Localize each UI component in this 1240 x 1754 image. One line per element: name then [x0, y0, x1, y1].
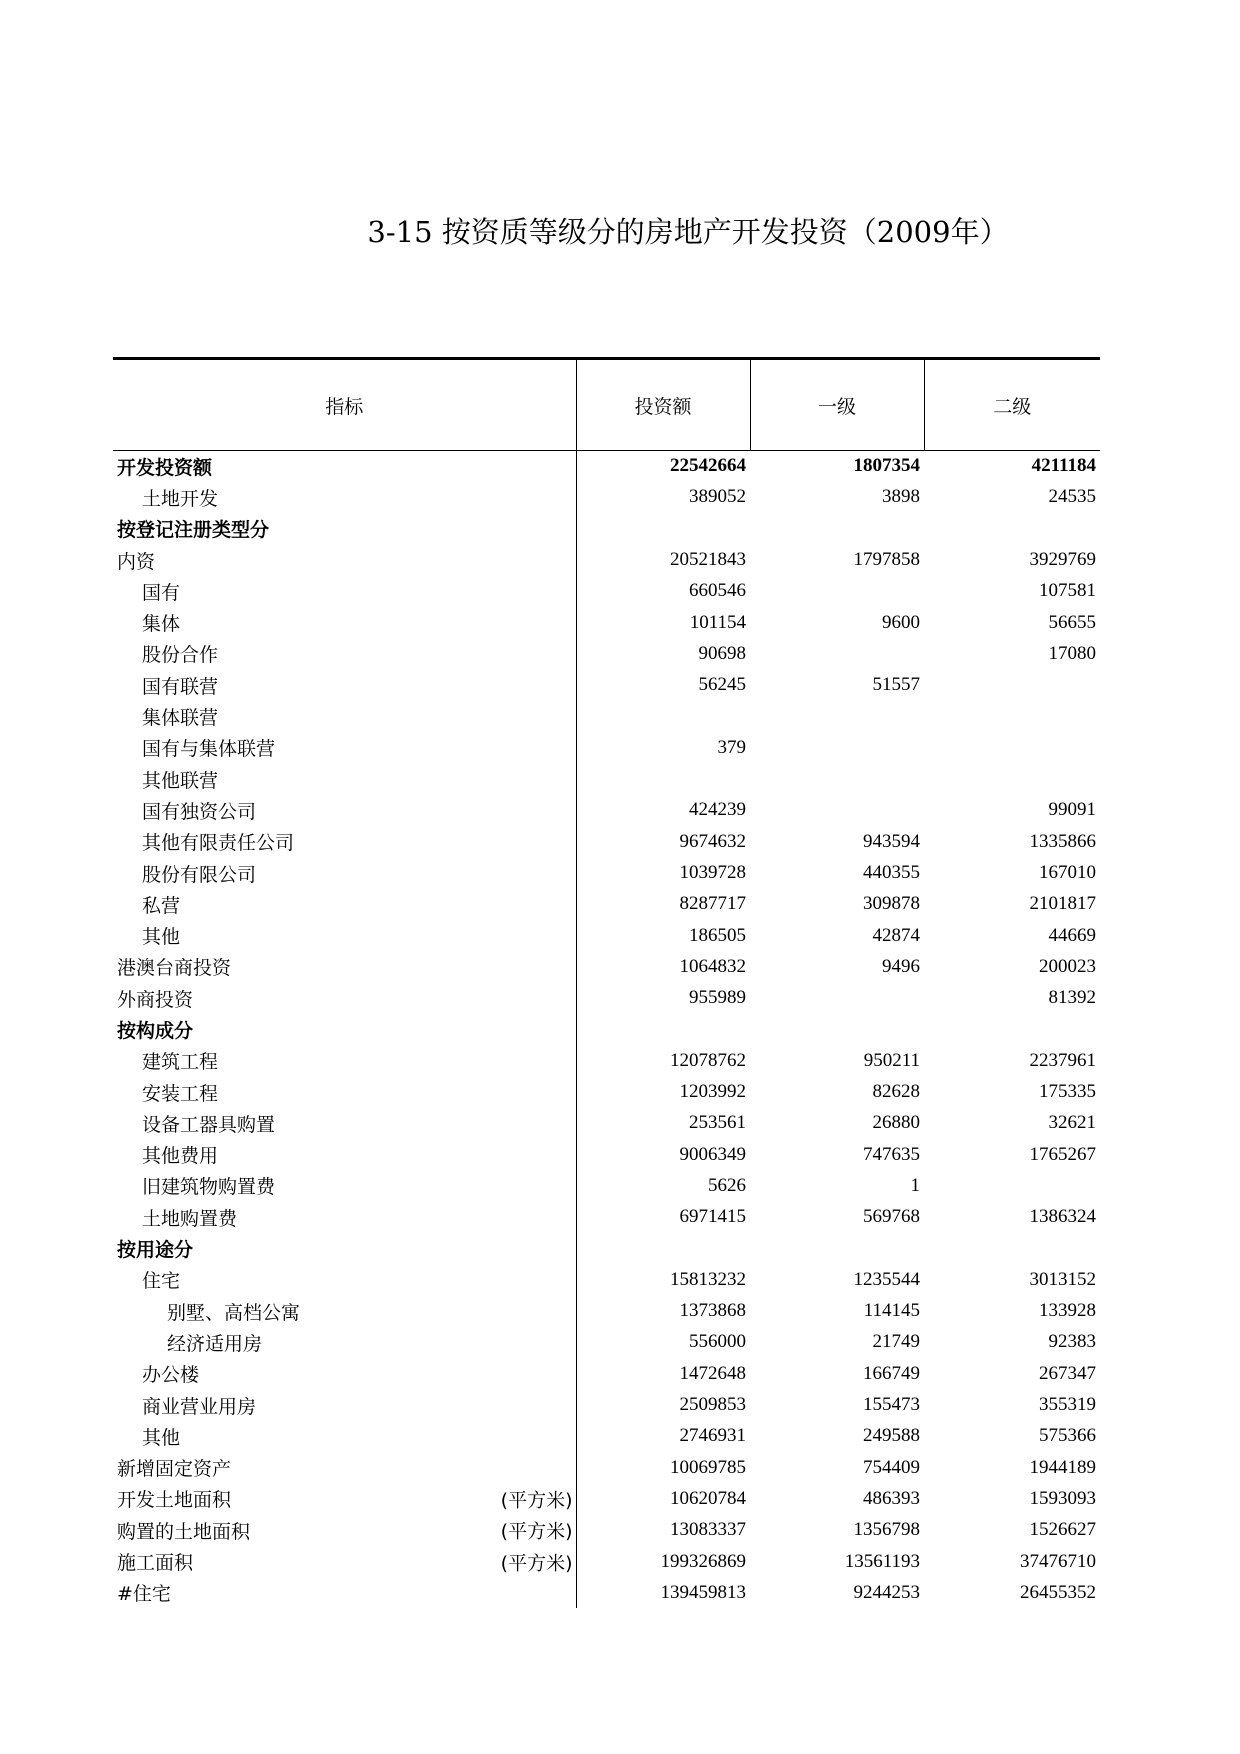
indicator-cell — [113, 1076, 576, 1107]
table-header-row — [113, 359, 1100, 451]
table-row — [113, 1076, 1100, 1107]
indicator-label: 安装工程 — [142, 1082, 219, 1105]
table-row — [113, 732, 1100, 763]
level2-value: 2237961 — [1029, 1049, 1096, 1071]
level2-value — [924, 1233, 1100, 1264]
investment-value: 56245 — [698, 674, 746, 696]
investment-value — [576, 1233, 750, 1264]
indicator-label: 外商投资 — [117, 988, 194, 1011]
table-row — [113, 544, 1100, 575]
level2-value: 4211184 — [1031, 455, 1096, 477]
investment-value: 22542664 — [670, 455, 746, 477]
investment-value: 424239 — [689, 799, 746, 821]
table-row — [113, 451, 1100, 482]
level2-value: 3013152 — [1029, 1268, 1096, 1290]
indicator-cell — [113, 1014, 576, 1045]
level1-value: 3898 — [882, 486, 920, 508]
table-row — [113, 920, 1100, 951]
table-row — [113, 795, 1100, 826]
header-indicator: 指标 — [113, 359, 576, 451]
level1-value — [750, 795, 924, 826]
level1-value: 166749 — [863, 1362, 920, 1384]
table-row — [113, 1515, 1100, 1546]
investment-value: 10620784 — [670, 1487, 746, 1509]
indicator-label: 旧建筑物购置费 — [142, 1176, 276, 1199]
table-row — [113, 1546, 1100, 1577]
level1-value: 1807354 — [853, 455, 920, 477]
investment-value: 8287717 — [679, 893, 746, 915]
level2-value — [924, 701, 1100, 732]
indicator-label: 按用途分 — [117, 1239, 194, 1262]
indicator-cell — [113, 951, 576, 982]
level1-value — [750, 983, 924, 1014]
investment-value: 9006349 — [679, 1143, 746, 1165]
investment-value — [576, 763, 750, 794]
table-row — [113, 1421, 1100, 1452]
investment-value: 2746931 — [679, 1425, 746, 1447]
table-body — [113, 451, 1100, 1609]
level1-value: 13561193 — [844, 1550, 920, 1572]
investment-value: 955989 — [689, 987, 746, 1009]
level1-value: 26880 — [872, 1112, 920, 1134]
indicator-label: 其他有限责任公司 — [142, 832, 295, 855]
indicator-cell — [113, 1264, 576, 1295]
table-row — [113, 1233, 1100, 1264]
level2-value: 56655 — [1048, 611, 1096, 633]
level1-value: 1797858 — [853, 549, 920, 571]
investment-value: 2509853 — [679, 1394, 746, 1416]
level2-value: 175335 — [1039, 1081, 1096, 1103]
indicator-cell — [113, 1170, 576, 1201]
table-row — [113, 701, 1100, 732]
indicator-cell — [113, 1577, 576, 1608]
indicator-cell — [113, 451, 576, 482]
indicator-cell — [113, 1483, 576, 1514]
level2-value: 133928 — [1039, 1300, 1096, 1322]
indicator-cell — [113, 576, 576, 607]
indicator-cell — [113, 983, 576, 1014]
level2-value: 32621 — [1048, 1112, 1096, 1134]
investment-table — [113, 357, 1100, 1608]
level2-value: 99091 — [1048, 799, 1096, 821]
indicator-label: 国有与集体联营 — [142, 738, 276, 761]
investment-value: 556000 — [689, 1331, 746, 1353]
table-row — [113, 1358, 1100, 1389]
level2-value: 267347 — [1039, 1362, 1096, 1384]
indicator-label: 建筑工程 — [142, 1051, 219, 1074]
level1-value: 1 — [910, 1174, 920, 1196]
investment-value: 253561 — [689, 1112, 746, 1134]
investment-value — [576, 1014, 750, 1045]
indicator-cell — [113, 1139, 576, 1170]
level2-value: 355319 — [1039, 1394, 1096, 1416]
indicator-cell — [113, 1452, 576, 1483]
investment-value: 1373868 — [679, 1300, 746, 1322]
table-row — [113, 1045, 1100, 1076]
indicator-cell — [113, 795, 576, 826]
indicator-label: 土地购置费 — [142, 1207, 238, 1230]
level2-value: 200023 — [1039, 955, 1096, 977]
indicator-label: 购置的土地面积 — [117, 1520, 251, 1543]
indicator-label: 办公楼 — [142, 1364, 200, 1387]
level1-value — [750, 701, 924, 732]
table-row — [113, 1108, 1100, 1139]
investment-value: 90698 — [698, 642, 746, 664]
level2-value: 37476710 — [1020, 1550, 1096, 1572]
level1-value: 1235544 — [853, 1268, 920, 1290]
level2-value: 81392 — [1048, 987, 1096, 1009]
indicator-cell — [113, 1327, 576, 1358]
indicator-label: 按登记注册类型分 — [117, 519, 270, 542]
level1-value — [750, 1233, 924, 1264]
table-row — [113, 951, 1100, 982]
header-investment: 投资额 — [576, 359, 750, 451]
investment-value: 1472648 — [679, 1362, 746, 1384]
indicator-cell — [113, 763, 576, 794]
indicator-cell — [113, 1045, 576, 1076]
level1-value: 747635 — [863, 1143, 920, 1165]
level1-value: 9496 — [882, 955, 920, 977]
indicator-cell — [113, 1108, 576, 1139]
header-level1: 一级 — [750, 359, 924, 451]
indicator-cell — [113, 482, 576, 513]
investment-value: 13083337 — [670, 1519, 746, 1541]
table-row — [113, 1139, 1100, 1170]
investment-value: 1203992 — [679, 1081, 746, 1103]
indicator-cell — [113, 1546, 576, 1577]
indicator-label: 股份合作 — [142, 644, 219, 667]
unit-label: (平方米) — [500, 1489, 573, 1512]
indicator-label: 经济适用房 — [167, 1332, 263, 1355]
table-row — [113, 1014, 1100, 1045]
table-row — [113, 1389, 1100, 1420]
level1-value: 309878 — [863, 893, 920, 915]
table-row — [113, 1327, 1100, 1358]
indicator-cell — [113, 513, 576, 544]
level1-value: 440355 — [863, 862, 920, 883]
level2-value: 2101817 — [1029, 893, 1096, 915]
table-row — [113, 482, 1100, 513]
indicator-label: 开发土地面积 — [117, 1489, 232, 1512]
table-row — [113, 1296, 1100, 1327]
indicator-cell — [113, 889, 576, 920]
page-title-text: 3-15 按资质等级分的房地产开发投资（2009年） — [367, 215, 1009, 249]
indicator-label: 其他费用 — [142, 1145, 219, 1168]
indicator-label: 内资 — [117, 550, 156, 573]
indicator-label: 其他 — [142, 926, 181, 949]
indicator-label: 国有独资公司 — [142, 800, 257, 823]
level1-value: 249588 — [863, 1425, 920, 1447]
indicator-cell — [113, 638, 576, 669]
level1-value: 950211 — [863, 1049, 920, 1071]
indicator-cell — [113, 1421, 576, 1452]
level2-value: 1593093 — [1029, 1487, 1096, 1509]
indicator-cell — [113, 1515, 576, 1546]
indicator-label: 集体联营 — [142, 707, 219, 730]
indicator-label: 国有联营 — [142, 675, 219, 698]
indicator-label: 施工面积 — [117, 1552, 194, 1575]
indicator-cell — [113, 1389, 576, 1420]
investment-value: 186505 — [689, 924, 746, 946]
table-row — [113, 889, 1100, 920]
table-row — [113, 607, 1100, 638]
level1-value — [750, 576, 924, 607]
table-row — [113, 826, 1100, 857]
table-row — [113, 1483, 1100, 1514]
investment-value — [576, 513, 750, 544]
level2-value: 1386324 — [1029, 1206, 1096, 1228]
table-row — [113, 1264, 1100, 1295]
investment-value: 199326869 — [660, 1550, 746, 1572]
indicator-label: 股份有限公司 — [142, 863, 257, 886]
level2-value — [924, 513, 1100, 544]
table-row — [113, 670, 1100, 701]
investment-value: 9674632 — [679, 830, 746, 852]
level1-value: 42874 — [872, 924, 920, 946]
indicator-cell — [113, 670, 576, 701]
level1-value — [750, 763, 924, 794]
indicator-cell — [113, 920, 576, 951]
investment-value: 12078762 — [670, 1049, 746, 1071]
table-row — [113, 1202, 1100, 1233]
indicator-label: 别墅、高档公寓 — [167, 1301, 301, 1324]
level2-value: 26455352 — [1020, 1581, 1096, 1603]
investment-value: 660546 — [689, 580, 746, 602]
level1-value: 569768 — [863, 1206, 920, 1228]
indicator-label: 开发投资额 — [117, 456, 213, 479]
level2-value: 107581 — [1039, 580, 1096, 602]
level1-value: 754409 — [863, 1456, 920, 1478]
indicator-cell — [113, 857, 576, 888]
level1-value — [750, 513, 924, 544]
investment-value: 1064832 — [679, 955, 746, 977]
indicator-label: 集体 — [142, 613, 181, 636]
investment-value: 101154 — [689, 611, 746, 633]
indicator-label: 住宅 — [142, 1270, 181, 1293]
level2-value: 167010 — [1039, 862, 1096, 883]
table-row — [113, 638, 1100, 669]
investment-value: 379 — [717, 736, 746, 758]
level1-value: 1356798 — [853, 1519, 920, 1541]
page-title — [0, 210, 1240, 251]
level1-value: 114145 — [863, 1300, 920, 1322]
investment-value: 6971415 — [679, 1206, 746, 1228]
table-row — [113, 576, 1100, 607]
level2-value — [924, 1014, 1100, 1045]
level1-value: 21749 — [872, 1331, 920, 1353]
level1-value — [750, 1014, 924, 1045]
level2-value — [924, 763, 1100, 794]
table-row — [113, 513, 1100, 544]
indicator-cell — [113, 1358, 576, 1389]
table-row — [113, 1577, 1100, 1608]
indicator-cell — [113, 544, 576, 575]
table-row — [113, 983, 1100, 1014]
investment-value: 389052 — [689, 486, 746, 508]
level1-value: 9600 — [882, 611, 920, 633]
level2-value: 1526627 — [1029, 1519, 1096, 1541]
indicator-label: 国有 — [142, 581, 181, 604]
level2-value: 24535 — [1048, 486, 1096, 508]
indicator-cell — [113, 701, 576, 732]
table-row — [113, 857, 1100, 888]
header-level2: 二级 — [924, 359, 1100, 451]
level1-value — [750, 732, 924, 763]
unit-label: (平方米) — [500, 1520, 573, 1543]
level2-value: 1944189 — [1029, 1456, 1096, 1478]
investment-value: 5626 — [708, 1174, 746, 1196]
indicator-label: 其他联营 — [142, 769, 219, 792]
level1-value: 486393 — [863, 1487, 920, 1509]
indicator-label: 私营 — [142, 894, 181, 917]
level2-value — [924, 732, 1100, 763]
level2-value: 1765267 — [1029, 1143, 1096, 1165]
investment-value — [576, 701, 750, 732]
indicator-label: 港澳台商投资 — [117, 957, 232, 980]
level1-value: 155473 — [863, 1394, 920, 1416]
level2-value: 575366 — [1039, 1425, 1096, 1447]
investment-value: 15813232 — [670, 1268, 746, 1290]
level1-value — [750, 638, 924, 669]
level2-value: 92383 — [1048, 1331, 1096, 1353]
level2-value: 17080 — [1048, 642, 1096, 664]
indicator-cell — [113, 826, 576, 857]
unit-label: (平方米) — [500, 1552, 573, 1575]
level1-value: 82628 — [872, 1081, 920, 1103]
level2-value: 44669 — [1048, 924, 1096, 946]
indicator-cell — [113, 1202, 576, 1233]
indicator-cell — [113, 1233, 576, 1264]
indicator-label: 按构成分 — [117, 1019, 194, 1042]
indicator-cell — [113, 1296, 576, 1327]
indicator-label: #住宅 — [117, 1583, 171, 1606]
level2-value: 3929769 — [1029, 549, 1096, 571]
level2-value — [924, 670, 1100, 701]
indicator-label: 土地开发 — [142, 487, 219, 510]
indicator-label: 其他 — [142, 1426, 181, 1449]
table-row — [113, 1452, 1100, 1483]
level1-value: 943594 — [863, 830, 920, 852]
investment-value: 1039728 — [679, 862, 746, 883]
indicator-label: 新增固定资产 — [117, 1458, 232, 1481]
level2-value: 1335866 — [1029, 830, 1096, 852]
table-row — [113, 763, 1100, 794]
indicator-cell — [113, 732, 576, 763]
investment-value: 139459813 — [660, 1581, 746, 1603]
table-row — [113, 1170, 1100, 1201]
investment-value: 20521843 — [670, 549, 746, 571]
level2-value — [924, 1170, 1100, 1201]
indicator-label: 设备工器具购置 — [142, 1113, 276, 1136]
indicator-label: 商业营业用房 — [142, 1395, 257, 1418]
level1-value: 9244253 — [853, 1581, 920, 1603]
indicator-cell — [113, 607, 576, 638]
investment-value: 10069785 — [670, 1456, 746, 1478]
level1-value: 51557 — [872, 674, 920, 696]
